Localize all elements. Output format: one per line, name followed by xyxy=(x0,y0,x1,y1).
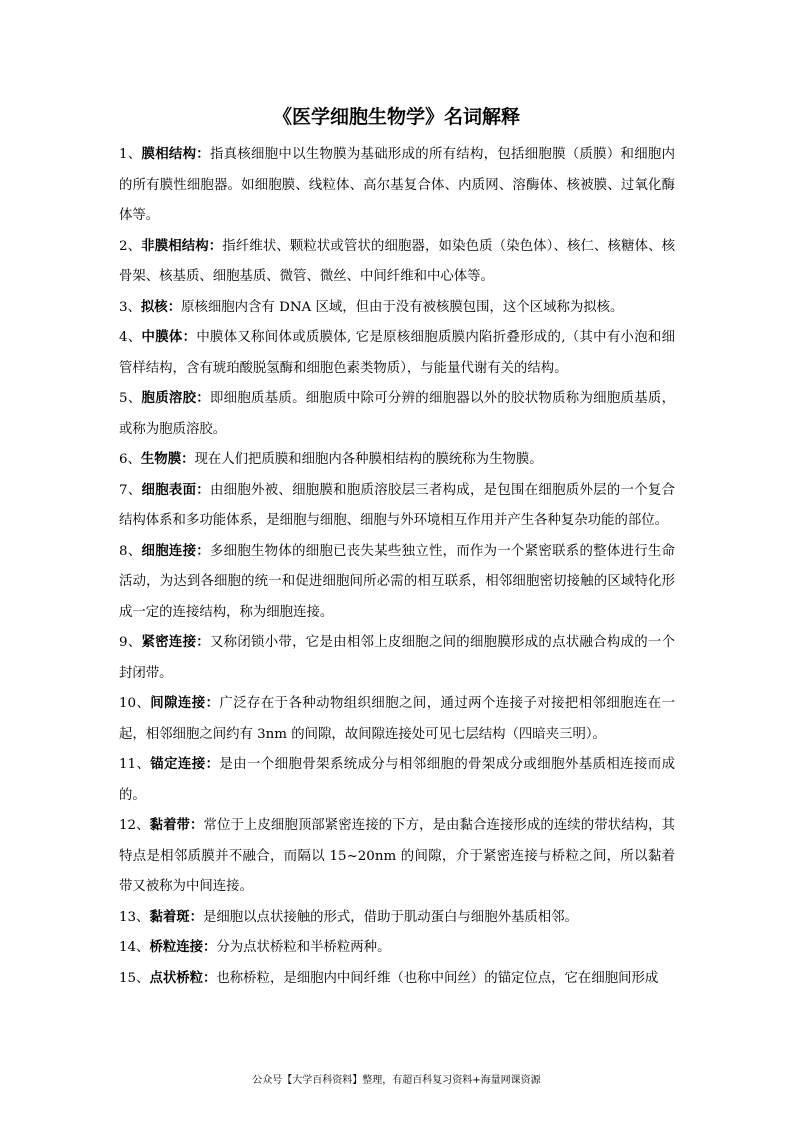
entry-number: 10、 xyxy=(119,696,151,711)
entry-separator: ： xyxy=(190,818,204,833)
entry-separator: ： xyxy=(203,940,217,955)
entry-term: 中膜体 xyxy=(141,330,183,345)
definition-entry xyxy=(119,750,675,811)
definition-entry xyxy=(119,323,675,384)
entry-separator: ： xyxy=(196,543,210,559)
entry-term: 桥粒连接 xyxy=(149,940,203,955)
entry-number: 7、 xyxy=(119,482,142,498)
entry-term: 黏着斑 xyxy=(149,909,190,925)
entry-definition: 中膜体又称间体或质膜体, 它是原核细胞质膜内陷折叠形成的,（其中有小泡和细管样结构，含有琥珀酸脱氢酶和细胞色素类物质），与能量代谢有关的结构。 xyxy=(119,330,676,376)
entry-term: 胞质溶胶 xyxy=(141,391,197,406)
entry-separator: ： xyxy=(208,238,223,254)
entry-definition: 由细胞外被、细胞膜和胞质溶胶层三者构成，是包围在细胞质外层的一个复合结构体系和多功能体系，是细胞与细胞、细胞与外环境相互作用并产生各种复杂功能的部位。 xyxy=(119,482,676,528)
definition-entry xyxy=(119,933,675,964)
page-footer: 公众号【大学百科资料】整理，有超百科复习资料+海量网课资源 xyxy=(252,1075,541,1086)
entry-number: 5、 xyxy=(119,391,142,406)
entry-number: 3、 xyxy=(119,299,141,315)
entry-term: 膜相结构 xyxy=(141,147,197,162)
entry-definition: 原核细胞内含有 DNA 区域，但由于没有被核膜包围，这个区域称为拟核。 xyxy=(181,299,624,315)
definition-entry xyxy=(119,964,675,995)
entry-definition: 指纤维状、颗粒状或管状的细胞器，如染色质（染色体）、核仁、核糖体、核骨架、核基质、细胞基质、微管、微丝、中间纤维和中心体等。 xyxy=(119,238,676,284)
entry-term: 间隙连接 xyxy=(150,696,206,711)
entry-number: 15、 xyxy=(119,970,150,986)
entry-term: 细胞连接 xyxy=(141,543,197,559)
entry-term: 拟核 xyxy=(140,299,168,315)
entry-term: 锚定连接 xyxy=(150,757,206,772)
definition-entry xyxy=(119,537,675,629)
entry-definition: 是细胞以点状接触的形式，借助于肌动蛋白与细胞外基质相邻。 xyxy=(203,909,578,925)
definition-entry xyxy=(119,445,675,476)
entry-separator: ： xyxy=(205,757,220,772)
entry-number: 4、 xyxy=(119,330,142,345)
definition-entry xyxy=(119,903,675,934)
entry-number: 6、 xyxy=(119,452,141,467)
entry-definition: 现在人们把质膜和细胞内各种膜相结构的膜统称为生物膜。 xyxy=(194,452,543,467)
definition-entry xyxy=(119,293,675,324)
entry-definition: 是由一个细胞骨架系统成分与相邻细胞的骨架成分或细胞外基质相连接而成的。 xyxy=(119,757,676,803)
definition-entry xyxy=(119,689,675,750)
definition-entry xyxy=(119,476,675,537)
entry-separator: ： xyxy=(181,452,195,467)
entry-separator: ： xyxy=(196,391,210,406)
entry-term: 紧密连接 xyxy=(141,635,197,650)
entry-number: 12、 xyxy=(119,818,150,833)
entry-number: 9、 xyxy=(119,635,142,650)
entry-term: 生物膜 xyxy=(140,452,182,467)
entry-term: 点状桥粒 xyxy=(149,970,203,986)
entry-number: 13、 xyxy=(119,909,150,925)
entry-number: 2、 xyxy=(119,238,142,254)
page-title: 《医学细胞生物学》名词解释 xyxy=(272,106,520,128)
entry-separator: ： xyxy=(182,330,197,345)
entry-separator: ： xyxy=(196,635,210,650)
entry-separator: ： xyxy=(196,482,210,498)
entry-term: 细胞表面 xyxy=(141,482,197,498)
entry-definition: 也称桥粒，是细胞内中间纤维（也称中间丝）的锚定位点，它在细胞间形成 xyxy=(216,970,659,986)
definition-entry xyxy=(119,140,675,232)
entry-separator: ： xyxy=(167,299,182,315)
entry-separator: ： xyxy=(205,696,220,711)
entry-number: 11、 xyxy=(119,757,151,772)
entry-definition: 分为点状桥粒和半桥粒两种。 xyxy=(216,940,391,955)
entry-definition: 指真核细胞中以生物膜为基础形成的所有结构，包括细胞膜（质膜）和细胞内的所有膜性细胞器。如细胞膜、线粒体、高尔基复合体、内质网、溶酶体、核被膜、过氧化酶体等。 xyxy=(119,147,676,223)
entry-list xyxy=(119,140,675,994)
entry-number: 1、 xyxy=(119,147,142,162)
entry-separator: ： xyxy=(196,147,210,162)
entry-number: 14、 xyxy=(119,940,150,955)
definition-entry xyxy=(119,628,675,689)
entry-term: 黏着带 xyxy=(149,818,191,833)
entry-definition: 常位于上皮细胞顶部紧密连接的下方，是由黏合连接形成的连续的带状结构，其特点是相邻质膜并不融合，而隔以 15~20nm 的间隙，介于紧密连接与桥粒之间，所以黏着带又被称为中间连接。 xyxy=(119,818,676,894)
entry-definition: 又称闭锁小带，它是由相邻上皮细胞之间的细胞膜形成的点状融合构成的一个封闭带。 xyxy=(119,635,676,681)
entry-number: 8、 xyxy=(119,543,142,559)
definition-entry xyxy=(119,811,675,903)
entry-definition: 多细胞生物体的细胞已丧失某些独立性，而作为一个紧密联系的整体进行生命活动，为达到各细胞的统一和促进细胞间所必需的相互联系，相邻细胞密切接触的区域特化形成一定的连接结构，称为细胞连接。 xyxy=(119,543,676,620)
entry-separator: ： xyxy=(203,970,217,986)
entry-definition: 即细胞质基质。细胞质中除可分辨的细胞器以外的胶状物质称为细胞质基质，或称为胞质溶胶。 xyxy=(119,391,676,437)
entry-definition: 广泛存在于各种动物组织细胞之间，通过两个连接子对接把相邻细胞连在一起，相邻细胞之间约有 3nm 的间隙，故间隙连接处可见七层结构（四暗夹三明）。 xyxy=(119,696,676,742)
definition-entry xyxy=(119,384,675,445)
definition-entry xyxy=(119,232,675,293)
entry-separator: ： xyxy=(189,909,203,925)
entry-term: 非膜相结构 xyxy=(141,238,209,254)
